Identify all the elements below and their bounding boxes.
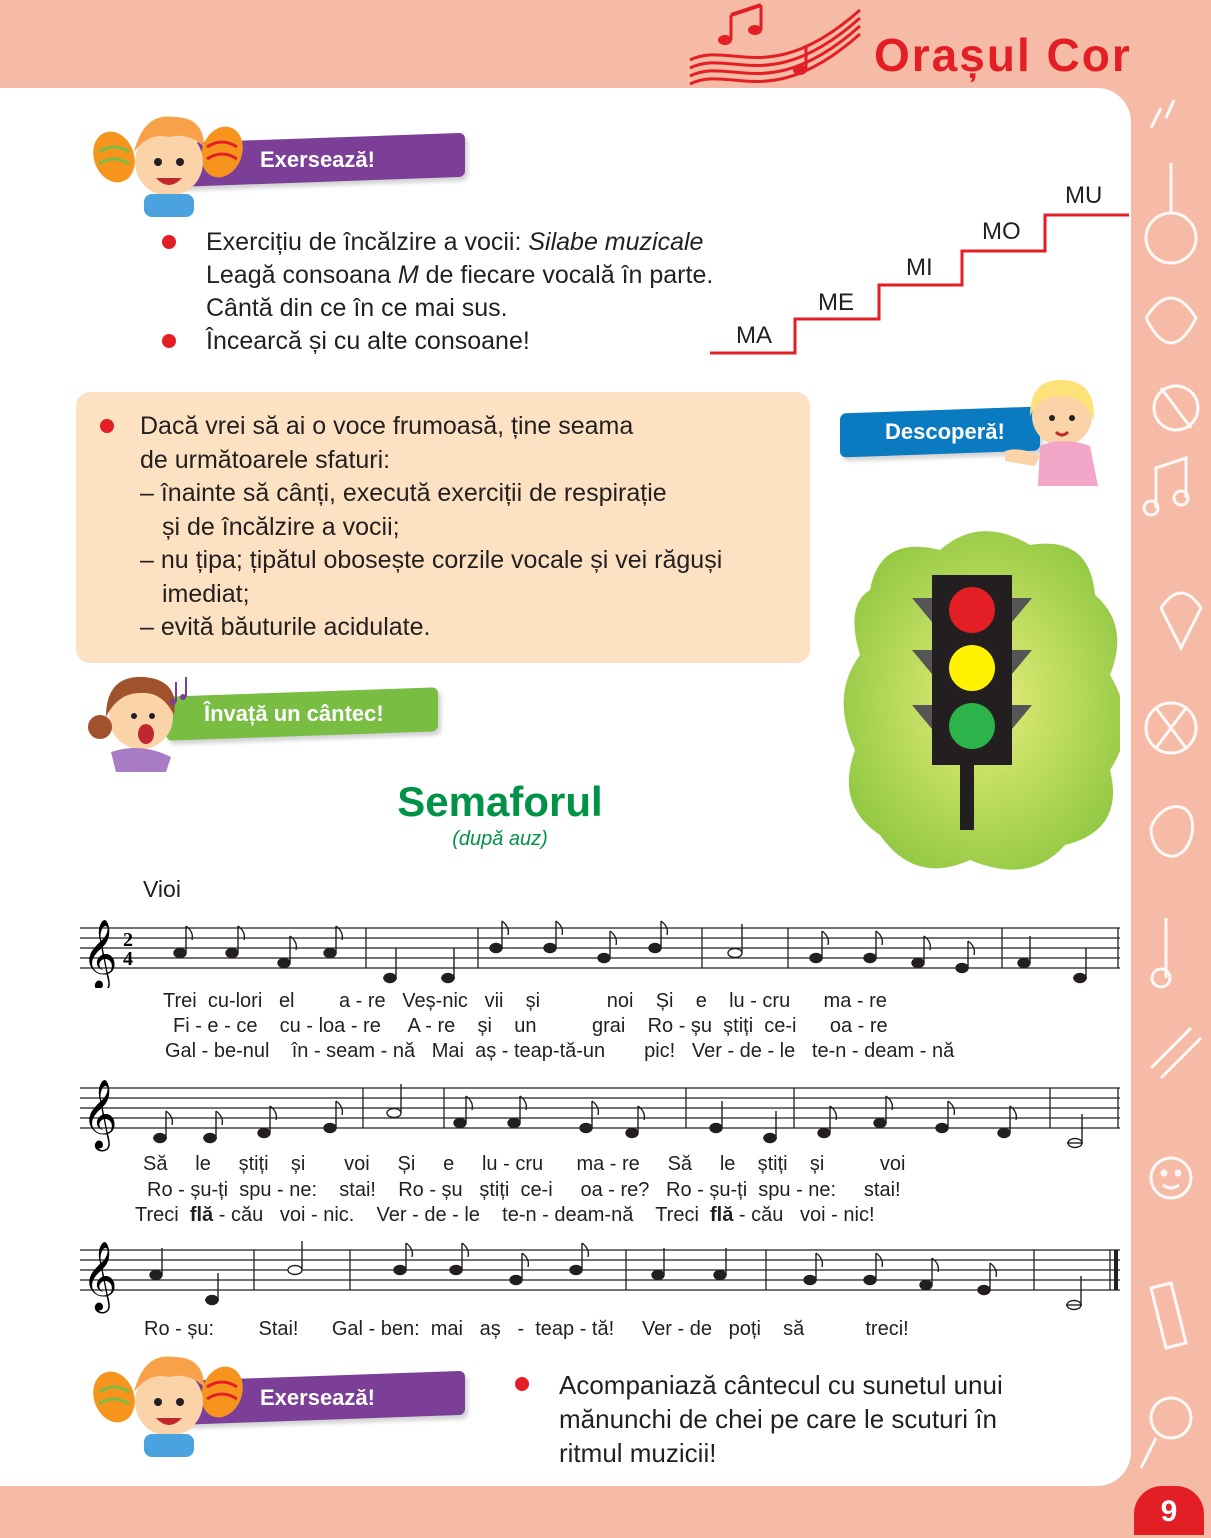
treble-clef-icon: 𝄞 — [82, 921, 118, 987]
voice-advice-box — [76, 392, 810, 663]
learn-song-banner: Învață un cântec! — [166, 687, 438, 740]
exerseaza-banner: Exersează! — [170, 133, 465, 187]
tempo-marking: Vioi — [143, 876, 181, 902]
music-staff-1 — [80, 918, 1122, 988]
advice-line: – înainte să cânți, execută exerciții de respirație — [140, 479, 667, 507]
descopera-banner: Descoperă! — [840, 407, 1040, 458]
song-subtitle: (după auz) — [452, 828, 548, 850]
instruction-line: Acompaniază cântecul cu sunetul unui — [559, 1370, 1003, 1400]
boy-with-maracas-icon — [84, 112, 244, 217]
instruction-line: mănunchi de chei pe care le scuturi în — [559, 1404, 997, 1434]
bullet-dot-icon — [100, 419, 114, 433]
advice-line: – evită băuturile acidulate. — [140, 613, 431, 641]
time-sig-bottom: 4 — [123, 948, 133, 970]
advice-line: – nu țipa; țipătul obosește corzile vocale și vei răguși — [140, 546, 723, 574]
music-staff-2 — [80, 1078, 1122, 1158]
exercise-name: Silabe muzicale — [528, 228, 704, 256]
music-staff-3 — [80, 1240, 1122, 1320]
advice-line: imediat; — [162, 579, 250, 608]
instruction-line: ritmul muzicii! — [559, 1438, 717, 1468]
chapter-title: Orașul Cor — [874, 29, 1132, 81]
advice-line: și de încălzire a vocii; — [162, 512, 400, 541]
lyrics-staff2-verse1: Să le știți și voi Și e lu - cru ma - re Să le știți și voi — [143, 1153, 906, 1175]
try-other-consonants: Încearcă și cu alte consoane! — [206, 327, 530, 355]
lyrics-staff2-verse2: Ro - șu-ți spu - ne: stai! Ro - șu știți ce-i oa - re? Ro - șu-ți spu - ne: stai! — [147, 1179, 901, 1201]
instruction-text: Leagă consoana — [206, 261, 398, 289]
treble-clef-icon: 𝄞 — [82, 1081, 118, 1147]
lyrics-staff1-verse3: Gal - be-nul în - seam - nă Mai aș - teap-tă-un pic! Ver - de - le te-n - deam - nă — [165, 1040, 955, 1062]
lyrics-staff2-verse3: Treci flă - cău voi - nic. Ver - de - le te-n - deam-nă Treci flă - cău voi - nic! — [135, 1204, 875, 1226]
singing-girl-icon — [86, 672, 196, 772]
traffic-light-illustration — [830, 530, 1120, 880]
advice-line: Dacă vrei să ai o voce frumoasă, ține seama — [140, 412, 634, 440]
exercise-intro: Exercițiu de încălzire a vocii: — [206, 228, 529, 256]
list-item — [515, 1368, 1003, 1470]
music-instruments-decoration-icon — [1131, 88, 1211, 1486]
instruction-higher: Cântă din ce în ce mai sus. — [206, 294, 508, 322]
instruction-text-end: de fiecare vocală în parte. — [418, 261, 714, 289]
syllable-mo: MO — [982, 218, 1021, 245]
page-number: 9 — [1134, 1486, 1204, 1535]
boy-with-maracas-icon — [84, 1352, 244, 1457]
syllable-mu: MU — [1065, 182, 1103, 209]
song-title: Semaforul — [397, 778, 603, 825]
lyrics-staff3: Ro - șu: Stai! Gal - ben: mai aș - teap - tă! Ver - de poți să treci! — [144, 1318, 909, 1340]
lyrics-staff1-verse1: Trei cu-lori el a - re Veș-nic vii și noi Și e lu - cru ma - re — [163, 990, 887, 1012]
treble-clef-icon: 𝄞 — [82, 1243, 118, 1309]
girl-pointing-icon — [1000, 376, 1105, 486]
accompany-instruction — [515, 1368, 1003, 1470]
syllable-mi: MI — [906, 254, 933, 281]
syllable-me: ME — [818, 289, 854, 316]
lyrics-staff1-verse2: Fi - e - ce cu - loa - re A - re și un grai Ro - șu știți ce-i oa - re — [173, 1015, 888, 1037]
warmup-exercise-list — [162, 226, 713, 358]
list-item — [162, 325, 713, 358]
time-sig-top: 2 — [123, 929, 133, 951]
advice-line: de următoarele sfaturi: — [140, 445, 391, 474]
syllable-ma: MA — [736, 322, 772, 349]
exerseaza-banner-bottom: Exersează! — [170, 1371, 465, 1425]
consonant-m: M — [397, 261, 419, 289]
list-item — [162, 226, 713, 325]
